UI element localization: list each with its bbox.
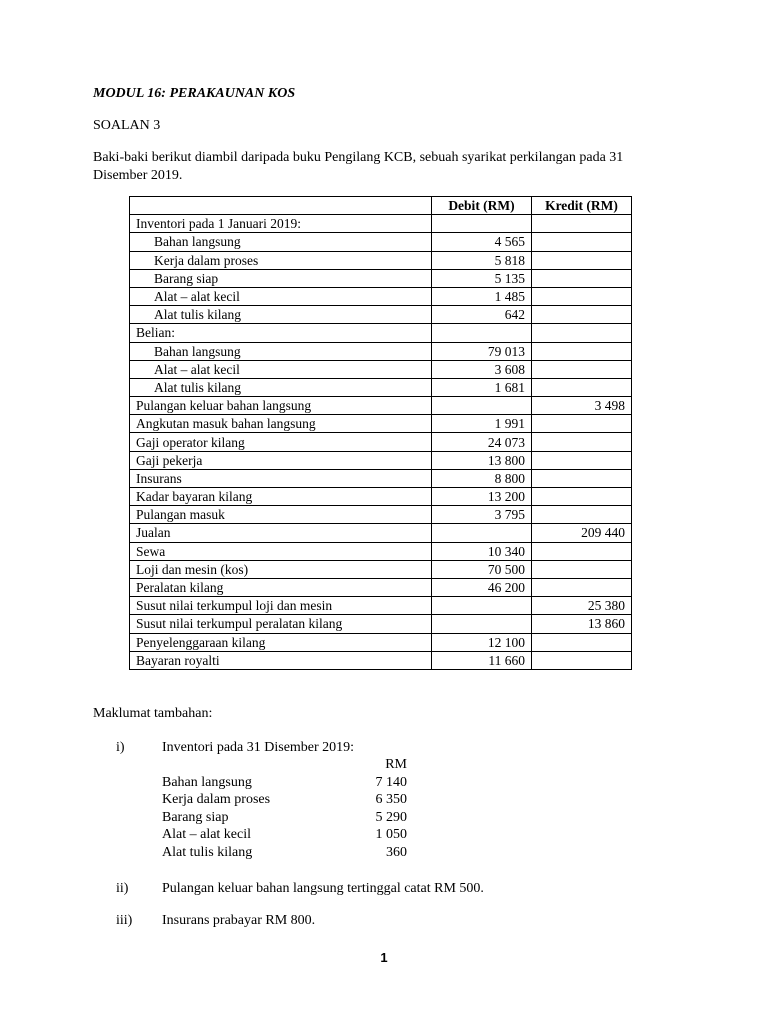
ledger-kredit [532,415,632,433]
ledger-debit [432,215,532,233]
ledger-row [130,215,632,233]
closing-inventory-table [162,756,407,862]
ledger-debit: 46 200 [432,578,532,596]
ledger-description: Loji dan mesin (kos) [130,560,432,578]
ledger-row [130,488,632,506]
ledger-description: Penyelenggaraan kilang [130,633,432,651]
ledger-row [130,287,632,305]
inventory-label: Bahan langsung [162,774,252,790]
ledger-debit: 13 800 [432,451,532,469]
inventory-label: Alat tulis kilang [162,844,253,860]
ledger-description: Susut nilai terkumpul loji dan mesin [130,597,432,615]
ledger-debit: 12 100 [432,633,532,651]
ledger-row [130,233,632,251]
ledger-description: Alat – alat kecil [130,287,432,305]
ledger-row [130,469,632,487]
ledger-debit: 642 [432,306,532,324]
inventory-value: 1 050 [375,827,407,843]
ledger-row [130,524,632,542]
ledger-kredit: 13 860 [532,615,632,633]
ledger-debit [432,324,532,342]
ledger-kredit [532,542,632,560]
inventory-label: Kerja dalam proses [162,792,271,808]
ledger-kredit [532,306,632,324]
ledger-debit: 70 500 [432,560,532,578]
ledger-row [130,269,632,287]
ledger-row [130,342,632,360]
ledger-kredit [532,469,632,487]
ledger-row [130,597,632,615]
inventory-row [162,809,407,827]
ledger-kredit [532,488,632,506]
ledger-description: Susut nilai terkumpul peralatan kilang [130,615,432,633]
ledger-description: Pulangan masuk [130,506,432,524]
ledger-kredit [532,451,632,469]
inventory-value: 6 350 [375,792,407,808]
ledger-description: Bahan langsung [130,342,432,360]
ledger-description: Alat tulis kilang [130,306,432,324]
ledger-row [130,506,632,524]
ledger-kredit [532,342,632,360]
ledger-debit [432,397,532,415]
ledger-debit: 1 991 [432,415,532,433]
ledger-debit: 5 135 [432,269,532,287]
ledger-row [130,433,632,451]
ledger-description: Bayaran royalti [130,651,432,669]
ledger-description: Gaji operator kilang [130,433,432,451]
ledger-debit: 10 340 [432,542,532,560]
ledger-kredit [532,251,632,269]
ledger-kredit [532,633,632,651]
ledger-kredit [532,269,632,287]
ledger-kredit [532,651,632,669]
ledger-debit: 79 013 [432,342,532,360]
ledger-description: Bahan langsung [130,233,432,251]
ledger-kredit [532,506,632,524]
ledger-debit: 5 818 [432,251,532,269]
item-text: Pulangan keluar bahan langsung tertinggal catat RM 500. [162,881,484,896]
ledger-debit: 1 485 [432,287,532,305]
ledger-row [130,633,632,651]
ledger-kredit [532,578,632,596]
inventory-unit: RM [385,757,407,772]
ledger-row [130,397,632,415]
ledger-kredit: 25 380 [532,597,632,615]
ledger-debit [432,524,532,542]
ledger-kredit [532,378,632,396]
module-title: MODUL 16: PERAKAUNAN KOS [93,86,296,101]
ledger-kredit [532,215,632,233]
ledger-kredit: 3 498 [532,397,632,415]
ledger-description: Inventori pada 1 Januari 2019: [130,215,432,233]
header-debit: Debit (RM) [432,197,532,215]
inventory-label: Alat – alat kecil [162,827,252,843]
ledger-description: Belian: [130,324,432,342]
item-text: Inventori pada 31 Disember 2019: [162,740,355,755]
ledger-debit [432,615,532,633]
ledger-row [130,560,632,578]
ledger-debit: 3 795 [432,506,532,524]
item-number: ii) [116,881,129,896]
ledger-kredit [532,360,632,378]
ledger-table [129,196,632,670]
ledger-kredit [532,560,632,578]
ledger-debit: 11 660 [432,651,532,669]
ledger-description: Kerja dalam proses [130,251,432,269]
ledger-description: Alat tulis kilang [130,378,432,396]
ledger-debit: 4 565 [432,233,532,251]
intro-paragraph: Baki-baki berikut diambil daripada buku Pengilang KCB, sebuah syarikat perkilangan pada 31 Disember 2019. [93,150,624,183]
header-description [130,197,432,215]
ledger-row [130,651,632,669]
ledger-row [130,415,632,433]
ledger-kredit: 209 440 [532,524,632,542]
ledger-row [130,542,632,560]
ledger-description: Pulangan keluar bahan langsung [130,397,432,415]
ledger-kredit [532,433,632,451]
ledger-description: Peralatan kilang [130,578,432,596]
ledger-kredit [532,287,632,305]
inventory-value: 5 290 [375,809,407,825]
inventory-row [162,844,407,862]
inventory-label: Barang siap [162,809,229,825]
ledger-header-row [130,197,632,215]
ledger-debit: 1 681 [432,378,532,396]
ledger-row [130,615,632,633]
inventory-value: 360 [386,844,407,860]
ledger-description: Kadar bayaran kilang [130,488,432,506]
ledger-description: Jualan [130,524,432,542]
ledger-description: Sewa [130,542,432,560]
ledger-row [130,360,632,378]
ledger-debit: 8 800 [432,469,532,487]
ledger-debit: 13 200 [432,488,532,506]
ledger-description: Angkutan masuk bahan langsung [130,415,432,433]
ledger-row [130,324,632,342]
ledger-row [130,378,632,396]
additional-info-title: Maklumat tambahan: [93,706,213,721]
item-number: i) [116,740,125,755]
item-number: iii) [116,913,133,928]
ledger-description: Insurans [130,469,432,487]
inventory-rows [162,774,407,862]
ledger-row [130,306,632,324]
ledger-row [130,578,632,596]
ledger-description: Barang siap [130,269,432,287]
ledger-row [130,451,632,469]
inventory-value: 7 140 [375,774,407,790]
item-text: Insurans prabayar RM 800. [162,913,316,928]
inventory-row [162,826,407,844]
ledger-kredit [532,324,632,342]
page-number: 1 [380,950,388,965]
ledger-debit: 3 608 [432,360,532,378]
inventory-unit-row [162,756,407,774]
ledger-kredit [532,233,632,251]
question-label: SOALAN 3 [93,118,161,133]
ledger-description: Gaji pekerja [130,451,432,469]
inventory-row [162,791,407,809]
header-kredit: Kredit (RM) [532,197,632,215]
ledger-debit: 24 073 [432,433,532,451]
inventory-row [162,774,407,792]
ledger-body [130,215,632,670]
ledger-debit [432,597,532,615]
ledger-description: Alat – alat kecil [130,360,432,378]
ledger-row [130,251,632,269]
